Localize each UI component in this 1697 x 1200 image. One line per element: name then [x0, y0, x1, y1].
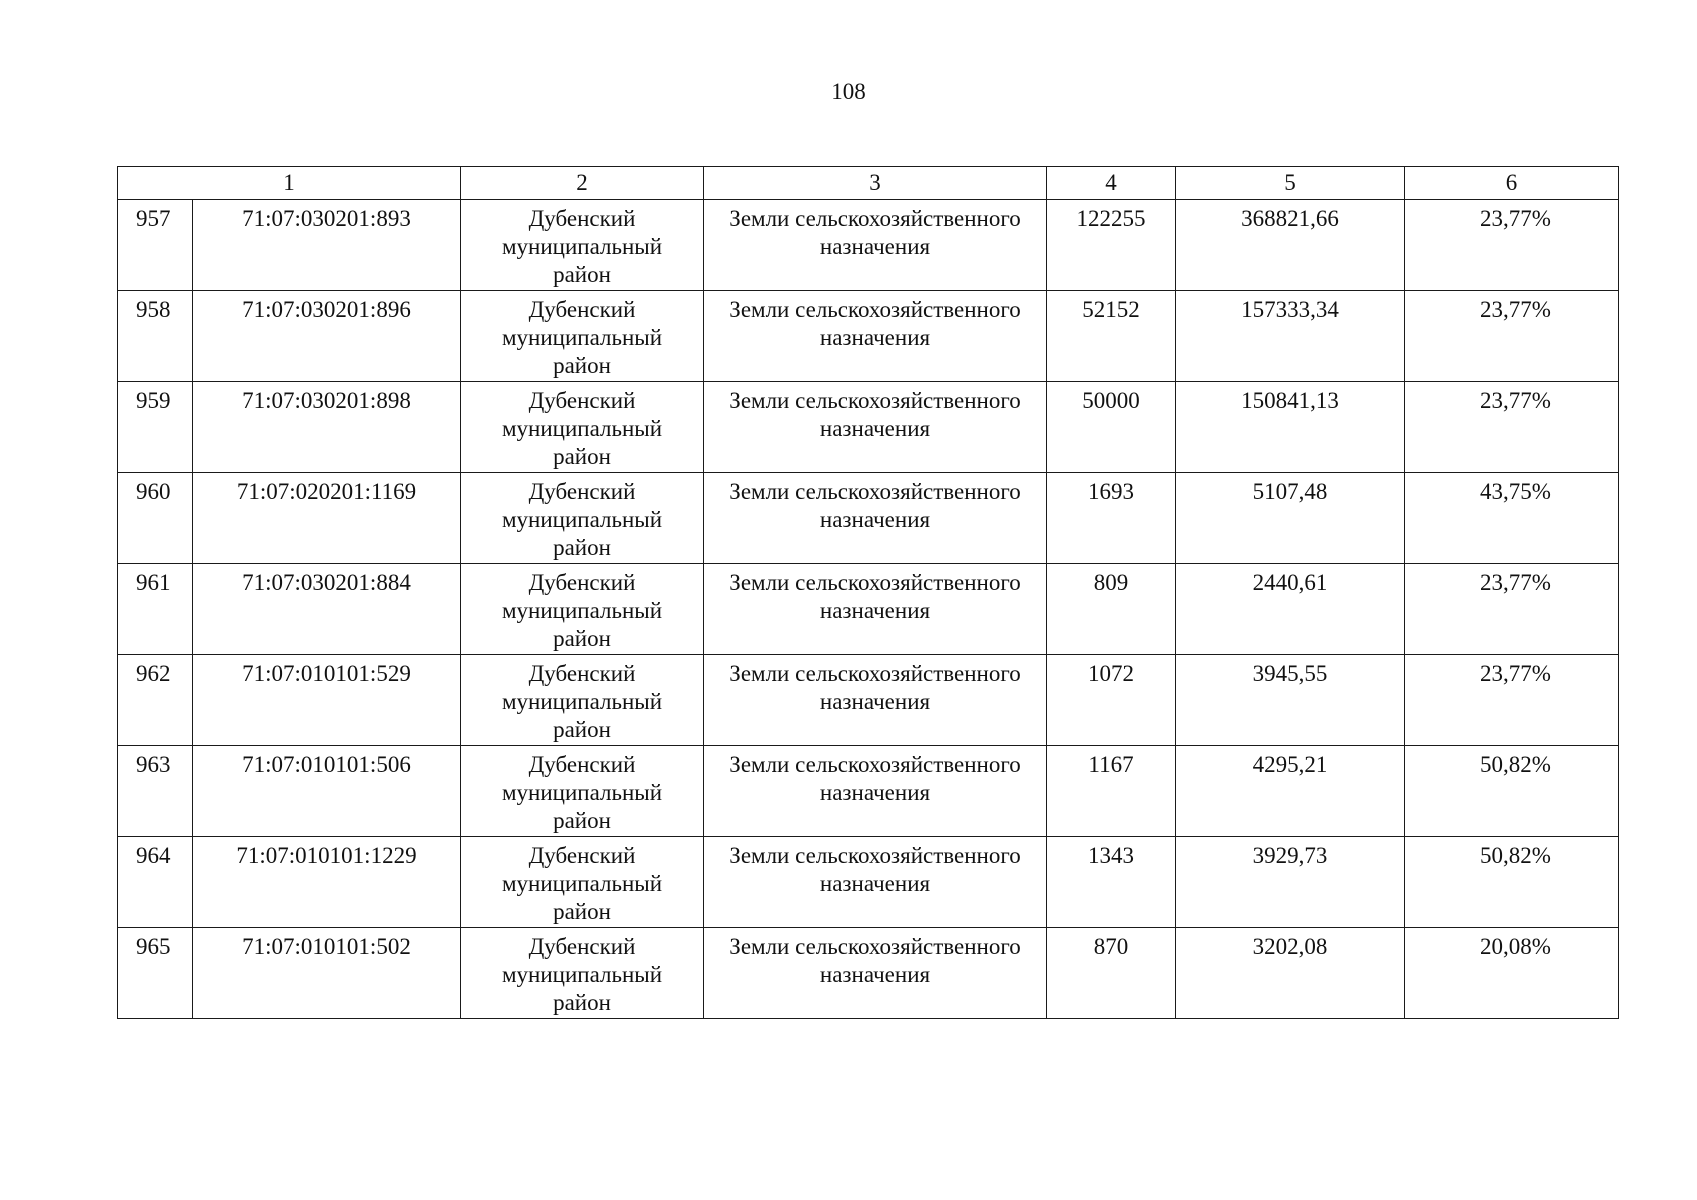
table-row: [118, 746, 1619, 837]
district-line-2: муниципальный: [501, 962, 663, 987]
value-cell: 2440,61: [1176, 564, 1405, 655]
district-cell: [461, 564, 704, 655]
value-cell: 3202,08: [1176, 928, 1405, 1019]
percent-cell: 50,82%: [1405, 746, 1619, 837]
row-number: 960: [118, 473, 193, 564]
district-line-2: муниципальный: [501, 780, 663, 805]
row-number: 959: [118, 382, 193, 473]
land-category-line-1: Земли сельскохозяйственного: [729, 206, 1021, 231]
land-category-cell: [704, 564, 1047, 655]
row-number: 957: [118, 200, 193, 291]
land-category-line-2: назначения: [819, 416, 931, 441]
cadastral-number: 71:07:010101:506: [193, 746, 461, 837]
page-number: 108: [831, 79, 866, 104]
area-cell: 1343: [1047, 837, 1176, 928]
district-line-3: район: [553, 262, 611, 287]
district-cell: [461, 746, 704, 837]
district-line-2: муниципальный: [501, 871, 663, 896]
district-line-2: муниципальный: [501, 416, 663, 441]
cadastral-number: 71:07:030201:884: [193, 564, 461, 655]
land-category-line-2: назначения: [819, 507, 931, 532]
table-row: [118, 473, 1619, 564]
land-category-cell: [704, 837, 1047, 928]
land-category-cell: [704, 291, 1047, 382]
table-header-row: [118, 167, 1619, 200]
row-number: 965: [118, 928, 193, 1019]
land-category-cell: [704, 928, 1047, 1019]
land-plots-table: [117, 166, 1619, 1019]
land-category-line-2: назначения: [819, 689, 931, 714]
district-line-3: район: [553, 444, 611, 469]
district-line-3: район: [553, 990, 611, 1015]
land-category-cell: [704, 382, 1047, 473]
row-number: 961: [118, 564, 193, 655]
table-row: [118, 382, 1619, 473]
value-cell: 150841,13: [1176, 382, 1405, 473]
cadastral-number: 71:07:010101:1229: [193, 837, 461, 928]
table-row: [118, 564, 1619, 655]
table-row: [118, 200, 1619, 291]
row-number: 963: [118, 746, 193, 837]
area-cell: 50000: [1047, 382, 1176, 473]
area-cell: 122255: [1047, 200, 1176, 291]
land-category-line-2: назначения: [819, 598, 931, 623]
land-category-cell: [704, 473, 1047, 564]
district-line-3: район: [553, 626, 611, 651]
district-cell: [461, 382, 704, 473]
percent-cell: 23,77%: [1405, 655, 1619, 746]
row-number: 962: [118, 655, 193, 746]
value-cell: 157333,34: [1176, 291, 1405, 382]
district-line-1: Дубенский: [528, 206, 636, 231]
column-header-6: 6: [1405, 167, 1619, 200]
land-category-line-2: назначения: [819, 325, 931, 350]
district-line-3: район: [553, 808, 611, 833]
cadastral-number: 71:07:030201:898: [193, 382, 461, 473]
value-cell: 368821,66: [1176, 200, 1405, 291]
cadastral-number: 71:07:030201:896: [193, 291, 461, 382]
land-category-line-2: назначения: [819, 234, 931, 259]
land-category-cell: [704, 200, 1047, 291]
district-line-2: муниципальный: [501, 325, 663, 350]
column-header-5: 5: [1176, 167, 1405, 200]
district-cell: [461, 928, 704, 1019]
land-category-cell: [704, 746, 1047, 837]
district-line-1: Дубенский: [528, 388, 636, 413]
land-category-line-2: назначения: [819, 962, 931, 987]
land-category-line-1: Земли сельскохозяйственного: [729, 388, 1021, 413]
value-cell: 5107,48: [1176, 473, 1405, 564]
district-cell: [461, 291, 704, 382]
percent-cell: 23,77%: [1405, 200, 1619, 291]
area-cell: 52152: [1047, 291, 1176, 382]
area-cell: 1693: [1047, 473, 1176, 564]
land-category-line-1: Земли сельскохозяйственного: [729, 934, 1021, 959]
percent-cell: 20,08%: [1405, 928, 1619, 1019]
district-cell: [461, 837, 704, 928]
district-line-1: Дубенский: [528, 570, 636, 595]
district-line-2: муниципальный: [501, 598, 663, 623]
value-cell: 4295,21: [1176, 746, 1405, 837]
percent-cell: 50,82%: [1405, 837, 1619, 928]
district-line-3: район: [553, 717, 611, 742]
table-row: [118, 928, 1619, 1019]
district-line-1: Дубенский: [528, 752, 636, 777]
percent-cell: 23,77%: [1405, 564, 1619, 655]
column-header-4: 4: [1047, 167, 1176, 200]
table-body: [118, 200, 1619, 1019]
percent-cell: 43,75%: [1405, 473, 1619, 564]
cadastral-number: 71:07:010101:502: [193, 928, 461, 1019]
area-cell: 1072: [1047, 655, 1176, 746]
cadastral-number: 71:07:030201:893: [193, 200, 461, 291]
district-cell: [461, 200, 704, 291]
land-category-line-2: назначения: [819, 871, 931, 896]
district-line-2: муниципальный: [501, 234, 663, 259]
cadastral-number: 71:07:020201:1169: [193, 473, 461, 564]
table-row: [118, 291, 1619, 382]
district-line-1: Дубенский: [528, 297, 636, 322]
row-number: 964: [118, 837, 193, 928]
district-line-3: район: [553, 899, 611, 924]
land-category-line-1: Земли сельскохозяйственного: [729, 570, 1021, 595]
land-category-line-1: Земли сельскохозяйственного: [729, 297, 1021, 322]
table-row: [118, 837, 1619, 928]
column-header-2: 2: [461, 167, 704, 200]
district-line-3: район: [553, 535, 611, 560]
district-line-2: муниципальный: [501, 689, 663, 714]
percent-cell: 23,77%: [1405, 291, 1619, 382]
table-row: [118, 655, 1619, 746]
district-cell: [461, 473, 704, 564]
district-line-1: Дубенский: [528, 843, 636, 868]
district-line-1: Дубенский: [528, 479, 636, 504]
value-cell: 3929,73: [1176, 837, 1405, 928]
percent-cell: 23,77%: [1405, 382, 1619, 473]
land-category-cell: [704, 655, 1047, 746]
value-cell: 3945,55: [1176, 655, 1405, 746]
district-line-1: Дубенский: [528, 661, 636, 686]
area-cell: 870: [1047, 928, 1176, 1019]
land-category-line-2: назначения: [819, 780, 931, 805]
district-line-3: район: [553, 353, 611, 378]
column-header-1: 1: [118, 167, 461, 200]
district-cell: [461, 655, 704, 746]
land-category-line-1: Земли сельскохозяйственного: [729, 661, 1021, 686]
land-category-line-1: Земли сельскохозяйственного: [729, 752, 1021, 777]
land-category-line-1: Земли сельскохозяйственного: [729, 843, 1021, 868]
land-category-line-1: Земли сельскохозяйственного: [729, 479, 1021, 504]
area-cell: 809: [1047, 564, 1176, 655]
row-number: 958: [118, 291, 193, 382]
area-cell: 1167: [1047, 746, 1176, 837]
cadastral-number: 71:07:010101:529: [193, 655, 461, 746]
district-line-2: муниципальный: [501, 507, 663, 532]
column-header-3: 3: [704, 167, 1047, 200]
district-line-1: Дубенский: [528, 934, 636, 959]
